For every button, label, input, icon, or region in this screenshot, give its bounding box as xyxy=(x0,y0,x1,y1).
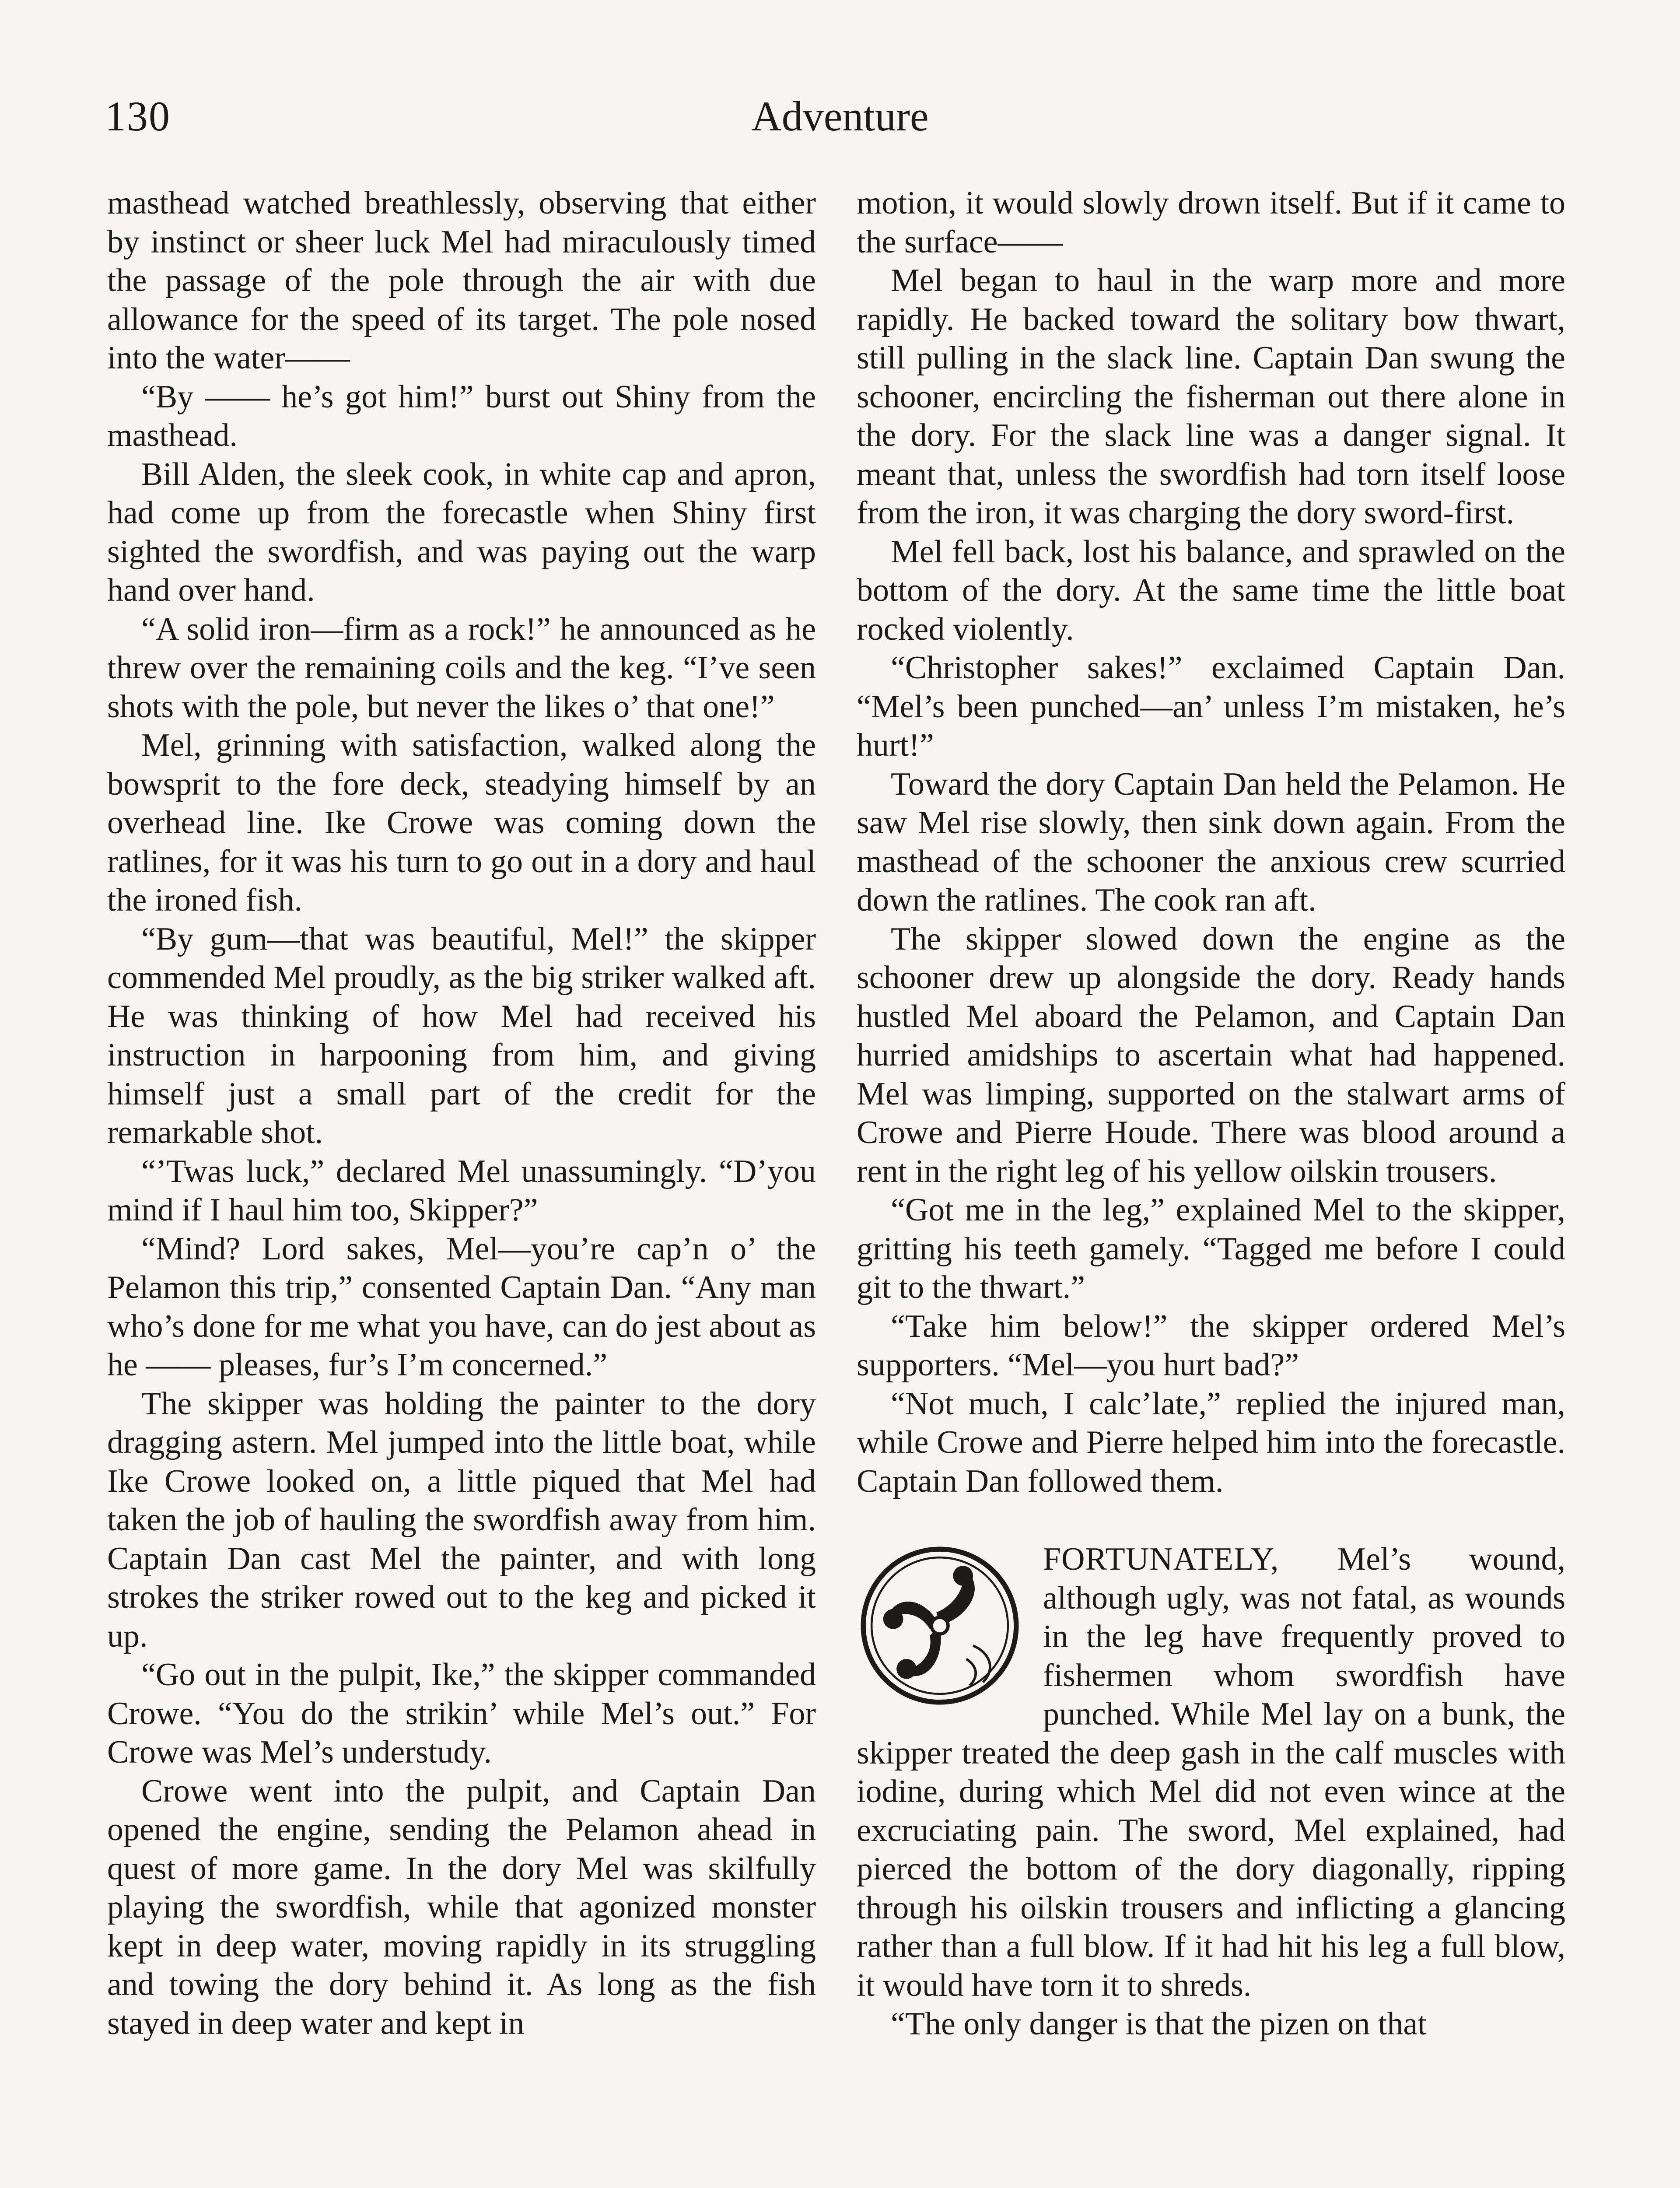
paragraph: “A solid iron—firm as a rock!” he announced as he threw over the remaining coils and the keg. “I’ve seen shots with the pole, but never the likes o’ that one!” xyxy=(107,611,816,725)
page-number: 130 xyxy=(105,93,171,140)
triskele-ornament-icon xyxy=(857,1543,1023,1709)
paragraph: “The only danger is that the pizen on that xyxy=(891,2006,1427,2042)
paragraph: Mel began to haul in the warp more and more rapidly. He backed toward the solitary bow thwart, still pulling in the slack line. Captain Dan swung the schooner, encircling the fisherman out there alone in the dory. For the slack line was a danger signal. It meant that, unless the swordfish had torn itself loose from the iron, it was charging the dory sword-first. xyxy=(857,263,1565,531)
paragraph: The skipper was holding the painter to the dory dragging astern. Mel jumped into the little boat, while Ike Crowe looked on, a little piqued that Mel had taken the job of hauling the swordfish away from him. Captain Dan cast Mel the painter, and with long strokes the striker rowed out to the keg and picked it up. xyxy=(107,1385,816,1654)
paragraph: “Go out in the pulpit, Ike,” the skipper commanded Crowe. “You do the strikin’ while Mel’s out.” For Crowe was Mel’s understudy. xyxy=(107,1657,816,1770)
paragraph: motion, it would slowly drown itself. But if it came to the surface—— xyxy=(857,185,1565,260)
paragraph: “By gum—that was beautiful, Mel!” the skipper commended Mel proudly, as the big striker walked aft. He was thinking of how Mel had received his instruction in harpooning from him, and giving himself just a small part of the credit for the remarkable shot. xyxy=(107,921,816,1150)
right-column xyxy=(857,184,1565,2044)
section-opening-paragraph xyxy=(857,1540,1565,2005)
paragraph: masthead watched breathlessly, observing that either by instinct or sheer luck Mel had miraculously timed the passage of the pole through the air with due allowance for the speed of its target. The pole nosed into the water—— xyxy=(107,185,816,376)
left-column xyxy=(107,184,816,2043)
magazine-title: Adventure xyxy=(751,93,929,140)
section-opening-text: Mel’s wound, although ugly, was not fatal, as wounds in the leg have frequently proved to fishermen whom swordfish have punched. While Mel lay on a bunk, the skipper treated the deep gash in the calf muscles with iodine, during which Mel did not even wince at the excruciating pain. The sword, Mel explained, had pierced the bottom of the dory diagonally, ripping through his oilskin trousers and inflicting a glancing rather than a full blow. If it had hit his leg a full blow, it would have torn it to shreds. xyxy=(857,1541,1565,2003)
running-header xyxy=(105,92,1575,140)
paragraph: “Not much, I calc’late,” replied the injured man, while Crowe and Pierre helped him into the forecastle. Captain Dan followed them. xyxy=(857,1385,1565,1499)
paragraph: Mel fell back, lost his balance, and sprawled on the bottom of the dory. At the same time the little boat rocked violently. xyxy=(857,533,1565,647)
paragraph: “By —— he’s got him!” burst out Shiny from the masthead. xyxy=(107,379,816,453)
paragraph: The skipper slowed down the engine as the schooner drew up alongside the dory. Ready hands hustled Mel aboard the Pelamon, and Captain Dan hurried amidships to ascertain what had happened. Mel was limping, supported on the stalwart arms of Crowe and Pierre Houde. There was blood around a rent in the right leg of his yellow oilskin trousers. xyxy=(857,921,1565,1189)
paragraph: “Got me in the leg,” explained Mel to the skipper, gritting his teeth gamely. “Tagged me before I could git to the thwart.” xyxy=(857,1192,1565,1305)
section-lead-in: FORTUNATELY, xyxy=(1043,1541,1279,1577)
paragraph: Crowe went into the pulpit, and Captain Dan opened the engine, sending the Pelamon ahead in quest of more game. In the dory Mel was skilfully playing the swordfish, while that agonized monster kept in deep water, moving rapidly in its struggling and towing the dory behind it. As long as the fish stayed in deep water and kept in xyxy=(107,1773,816,2041)
paragraph: Toward the dory Captain Dan held the Pelamon. He saw Mel rise slowly, then sink down again. From the masthead of the schooner the anxious crew scurried down the ratlines. The cook ran aft. xyxy=(857,766,1565,918)
paragraph: Bill Alden, the sleek cook, in white cap and apron, had come up from the forecastle when Shiny first sighted the swordfish, and was paying out the warp hand over hand. xyxy=(107,456,816,608)
paragraph: “Take him below!” the skipper ordered Mel’s supporters. “Mel—you hurt bad?” xyxy=(857,1308,1565,1383)
paragraph: “Mind? Lord sakes, Mel—you’re cap’n o’ the Pelamon this trip,” consented Captain Dan. “Any man who’s done for me what you have, can do jest about as he —— pleases, fur’s I’m concerned.” xyxy=(107,1231,816,1383)
paragraph: “’Twas luck,” declared Mel unassumingly. “D’you mind if I haul him too, Skipper?” xyxy=(107,1153,816,1228)
paragraph: Mel, grinning with satisfaction, walked along the bowsprit to the fore deck, steadying himself by an overhead line. Ike Crowe was coming down the ratlines, for it was his turn to go out in a dory and haul the ironed fish. xyxy=(107,727,816,918)
paragraph: “Christopher sakes!” exclaimed Captain Dan. “Mel’s been punched—an’ unless I’m mistaken, he’s hurt!” xyxy=(857,650,1565,763)
